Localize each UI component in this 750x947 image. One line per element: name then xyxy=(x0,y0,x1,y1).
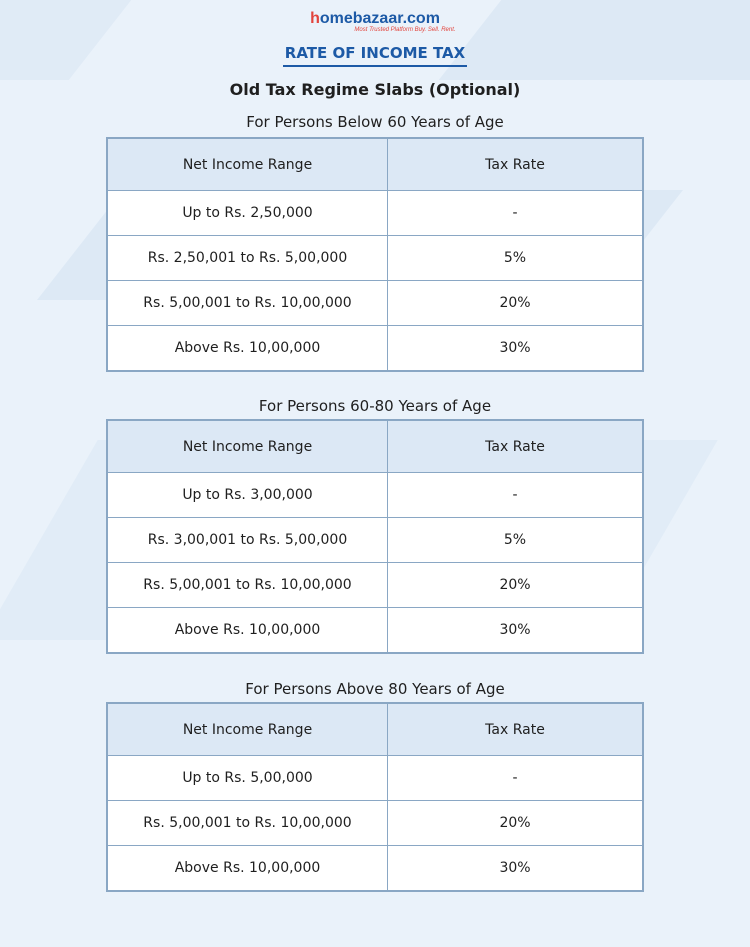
tax-rate-cell: 30% xyxy=(388,608,644,654)
income-range-cell: Rs. 5,00,001 to Rs. 10,00,000 xyxy=(107,801,388,846)
column-header-rate: Tax Rate xyxy=(388,703,644,756)
income-range-cell: Rs. 5,00,001 to Rs. 10,00,000 xyxy=(107,563,388,608)
table-row xyxy=(107,563,643,608)
table-header-row xyxy=(107,138,643,191)
logo-prefix: h xyxy=(310,10,320,27)
tax-rate-cell: 5% xyxy=(388,236,644,281)
table-row xyxy=(107,608,643,654)
income-range-cell: Up to Rs. 3,00,000 xyxy=(107,473,388,518)
tax-slab-table xyxy=(106,702,644,892)
column-header-income: Net Income Range xyxy=(107,703,388,756)
column-header-rate: Tax Rate xyxy=(388,420,644,473)
table-header-row xyxy=(107,420,643,473)
table-row xyxy=(107,191,643,236)
tax-rate-cell: 5% xyxy=(388,518,644,563)
section-title: For Persons Above 80 Years of Age xyxy=(245,680,505,698)
income-range-cell: Rs. 2,50,001 to Rs. 5,00,000 xyxy=(107,236,388,281)
section-title: For Persons Below 60 Years of Age xyxy=(246,113,504,131)
tax-rate-cell: - xyxy=(388,473,644,518)
tax-rate-cell: - xyxy=(388,756,644,801)
column-header-rate: Tax Rate xyxy=(388,138,644,191)
tax-rate-cell: - xyxy=(388,191,644,236)
tax-rate-cell: 30% xyxy=(388,846,644,892)
tax-rate-cell: 20% xyxy=(388,801,644,846)
tax-slab-table xyxy=(106,137,644,372)
income-range-cell: Above Rs. 10,00,000 xyxy=(107,846,388,892)
table-row xyxy=(107,518,643,563)
table-row xyxy=(107,473,643,518)
section-title: For Persons 60-80 Years of Age xyxy=(258,397,492,415)
logo-wordmark xyxy=(310,10,440,27)
tax-slab-table xyxy=(106,419,644,654)
table-row xyxy=(107,846,643,892)
tax-rate-cell: 20% xyxy=(388,281,644,326)
table-row xyxy=(107,326,643,372)
page-title-text: RATE OF INCOME TAX xyxy=(283,44,467,67)
income-range-cell: Rs. 5,00,001 to Rs. 10,00,000 xyxy=(107,281,388,326)
column-header-income: Net Income Range xyxy=(107,138,388,191)
income-range-cell: Up to Rs. 5,00,000 xyxy=(107,756,388,801)
table-row xyxy=(107,756,643,801)
tax-rate-cell: 20% xyxy=(388,563,644,608)
tax-rate-cell: 30% xyxy=(388,326,644,372)
table-row xyxy=(107,281,643,326)
column-header-income: Net Income Range xyxy=(107,420,388,473)
table-header-row xyxy=(107,703,643,756)
logo-tagline: Most Trusted Platform Buy. Sell. Rent. xyxy=(354,27,456,33)
logo-name: omebazaar.com xyxy=(319,10,440,27)
income-range-cell: Above Rs. 10,00,000 xyxy=(107,326,388,372)
table-row xyxy=(107,236,643,281)
brand-logo[interactable] xyxy=(0,0,750,34)
table-row xyxy=(107,801,643,846)
income-range-cell: Up to Rs. 2,50,000 xyxy=(107,191,388,236)
regime-title: Old Tax Regime Slabs (Optional) xyxy=(229,80,521,99)
income-range-cell: Rs. 3,00,001 to Rs. 5,00,000 xyxy=(107,518,388,563)
income-range-cell: Above Rs. 10,00,000 xyxy=(107,608,388,654)
page-title xyxy=(0,43,750,69)
